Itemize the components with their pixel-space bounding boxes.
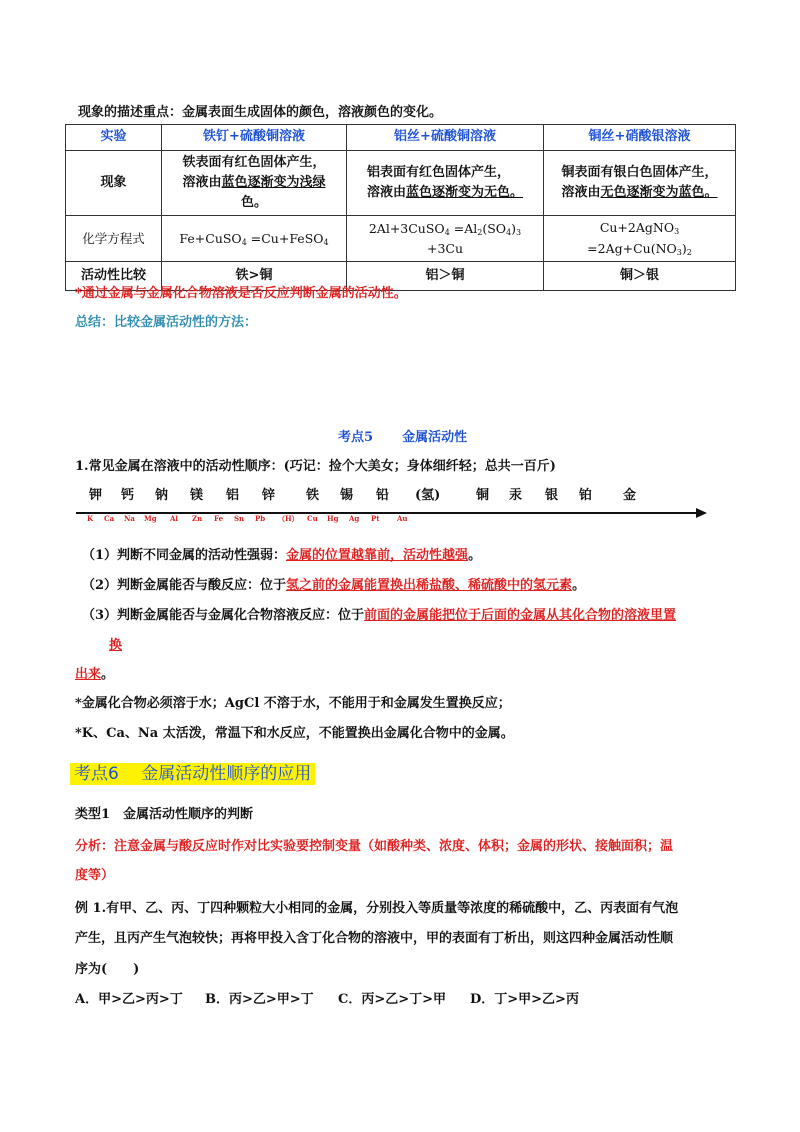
rule-3-end bbox=[75, 663, 114, 682]
rule-text: 。 bbox=[101, 667, 115, 682]
metal-name: 银 bbox=[545, 488, 559, 503]
row-label: 活动性比较 bbox=[66, 262, 162, 291]
table-row bbox=[66, 151, 736, 216]
kp5-number: 考点5 bbox=[338, 430, 374, 445]
summary-heading: 总结：比较金属活动性的方法： bbox=[75, 315, 258, 330]
metal-name: 铅 bbox=[376, 488, 390, 503]
rule-1 bbox=[82, 544, 481, 563]
equation-cell: Cu+2AgNO$_3$ $=2Ag+Cu(NO_3)_2$ bbox=[544, 216, 736, 262]
metal-symbol: Na bbox=[124, 514, 135, 523]
example-line-3: 序为( ) bbox=[75, 962, 140, 977]
option-c: C．丙>乙>丁>甲 bbox=[338, 992, 447, 1007]
activity-arrow bbox=[76, 506, 708, 520]
type1-heading: 类型1 金属活动性顺序的判断 bbox=[75, 807, 254, 822]
observation-line: 铁表面有红色固体产生， bbox=[182, 155, 326, 170]
option-a: A．甲>乙>丙>丁 bbox=[75, 992, 183, 1007]
metal-name: (氢) bbox=[415, 488, 441, 503]
rule-3 bbox=[82, 604, 676, 623]
metal-name: 锌 bbox=[262, 488, 276, 503]
metal-names-row bbox=[0, 484, 800, 504]
metal-name: 钙 bbox=[121, 488, 135, 503]
rule-key: 出来 bbox=[75, 667, 102, 682]
metal-symbol: Mg bbox=[144, 514, 157, 523]
example-line-2: 产生，且丙产生气泡较快；再将甲投入含丁化合物的溶液中，甲的表面有丁析出，则这四种金属活动性顺 bbox=[75, 931, 674, 946]
metal-symbol: K bbox=[87, 514, 94, 523]
header-cell: 铝丝+硫酸铜溶液 bbox=[347, 125, 544, 151]
rule-text: （3）判断金属能否与金属化合物溶液反应：位于 bbox=[82, 608, 365, 623]
observation-line: 溶液由 bbox=[561, 185, 601, 201]
rule-3-cont: 换 bbox=[109, 638, 123, 653]
observation-line: 色。 bbox=[240, 195, 267, 211]
metal-symbol: Au bbox=[397, 514, 408, 523]
metal-name: 锡 bbox=[340, 488, 354, 503]
header-cell: 实验 bbox=[66, 125, 162, 151]
header-cell: 铜丝+硝酸银溶液 bbox=[544, 125, 736, 151]
rule-text: 。 bbox=[468, 548, 482, 563]
observation-cell bbox=[347, 151, 544, 216]
kp6-title bbox=[70, 759, 315, 784]
observation-cell bbox=[162, 151, 347, 216]
observation-line: 溶液由 bbox=[182, 175, 222, 191]
metal-symbol: Ca bbox=[104, 514, 115, 523]
option-b: B．丙>乙>甲>丁 bbox=[205, 992, 314, 1007]
metal-name: 钠 bbox=[155, 488, 169, 503]
metal-symbol: （H） bbox=[278, 514, 299, 523]
metal-name: 钾 bbox=[89, 488, 103, 503]
kp5-name: 金属活动性 bbox=[402, 430, 468, 445]
rule-text: （2）判断金属能否与酸反应：位于 bbox=[82, 578, 287, 593]
observation-line: 溶液由 bbox=[366, 185, 406, 201]
metal-symbol: Zn bbox=[192, 514, 203, 523]
rule-text: （1）判断不同金属的活动性强弱： bbox=[82, 548, 287, 563]
comparison-cell: 铜＞银 bbox=[544, 262, 736, 291]
kp6-text: 考点6 金属活动性顺序的应用 bbox=[70, 763, 315, 785]
analysis-line-2: 度等） bbox=[75, 868, 115, 883]
observation-underlined: 蓝色逐渐变为无色。 bbox=[406, 185, 524, 201]
note-active-metals: *K、Ca、Na 太活泼，常温下和水反应，不能置换出金属化合物中的金属。 bbox=[75, 726, 514, 741]
metal-symbol: Hg bbox=[327, 514, 339, 523]
metal-symbol: Ag bbox=[349, 514, 360, 523]
metal-name: 汞 bbox=[509, 488, 523, 503]
observation-underlined: 蓝色逐渐变为浅绿 bbox=[221, 175, 326, 191]
header-cell: 铁钉+硫酸铜溶液 bbox=[162, 125, 347, 151]
rule-key: 金属的位置越靠前，活动性越强 bbox=[286, 548, 469, 563]
observation-cell bbox=[544, 151, 736, 216]
example-line-1: 例 1.有甲、乙、丙、丁四种颗粒大小相同的金属，分别投入等质量等浓度的稀硫酸中，乙、丙表面有气泡 bbox=[75, 901, 679, 916]
metal-symbol: Cu bbox=[307, 514, 318, 523]
rule-key: 前面的金属能把位于后面的金属从其化合物的溶液里置 bbox=[364, 608, 677, 623]
rule-key: 氢之前的金属能置换出稀盐酸、稀硫酸中的氢元素 bbox=[286, 578, 573, 593]
metal-name: 铁 bbox=[306, 488, 320, 503]
observation-underlined: 无色逐渐变为蓝色。 bbox=[600, 185, 718, 201]
note-activity: *通过金属与金属化合物溶液是否反应判断金属的活动性。 bbox=[75, 286, 407, 301]
metal-name: 镁 bbox=[190, 488, 204, 503]
table-row bbox=[66, 216, 736, 262]
metal-name: 铜 bbox=[476, 488, 490, 503]
comparison-cell: 铝＞铜 bbox=[347, 262, 544, 291]
metal-name: 金 bbox=[623, 488, 637, 503]
metal-symbol: Sn bbox=[234, 514, 245, 523]
metal-symbol: Pt bbox=[371, 514, 380, 523]
experiment-table bbox=[65, 124, 736, 291]
row-label: 现象 bbox=[66, 151, 162, 216]
observation-line: 铜表面有银白色固体产生， bbox=[561, 165, 718, 181]
rule-2 bbox=[82, 574, 585, 593]
intro-text: 现象的描述重点：金属表面生成固体的颜色，溶液颜色的变化。 bbox=[78, 105, 443, 120]
equation-cell: Fe+CuSO$_4$ =Cu+FeSO$_4$ bbox=[162, 216, 347, 262]
equation-cell: 2Al+3CuSO$_4$ $=Al_2(SO_4)_3 +3Cu$ bbox=[347, 216, 544, 262]
order-title: 1.常见金属在溶液中的活动性顺序：(巧记：捡个大美女；身体细纤轻；总共一百斤) bbox=[75, 459, 556, 474]
metal-name: 铝 bbox=[226, 488, 240, 503]
comparison-cell: 铁>铜 bbox=[162, 262, 347, 291]
metal-symbol: Fe bbox=[214, 514, 224, 523]
table-header-row bbox=[66, 125, 736, 151]
metal-symbol: Al bbox=[170, 514, 179, 523]
note-agcl: *金属化合物必须溶于水；AgCl 不溶于水，不能用于和金属发生置换反应； bbox=[75, 696, 511, 711]
row-label: 化学方程式 bbox=[66, 216, 162, 262]
analysis-line-1: 分析：注意金属与酸反应时作对比实验要控制变量（如酸种类、浓度、体积；金属的形状、接触面积；温 bbox=[75, 839, 674, 854]
metal-name: 铂 bbox=[579, 488, 593, 503]
observation-line: 铝表面有红色固体产生， bbox=[366, 165, 510, 181]
metal-symbol: Pb bbox=[255, 514, 266, 523]
option-d: D．丁>甲>乙>丙 bbox=[470, 992, 579, 1007]
kp5-title bbox=[338, 426, 467, 445]
rule-text: 。 bbox=[572, 578, 586, 593]
